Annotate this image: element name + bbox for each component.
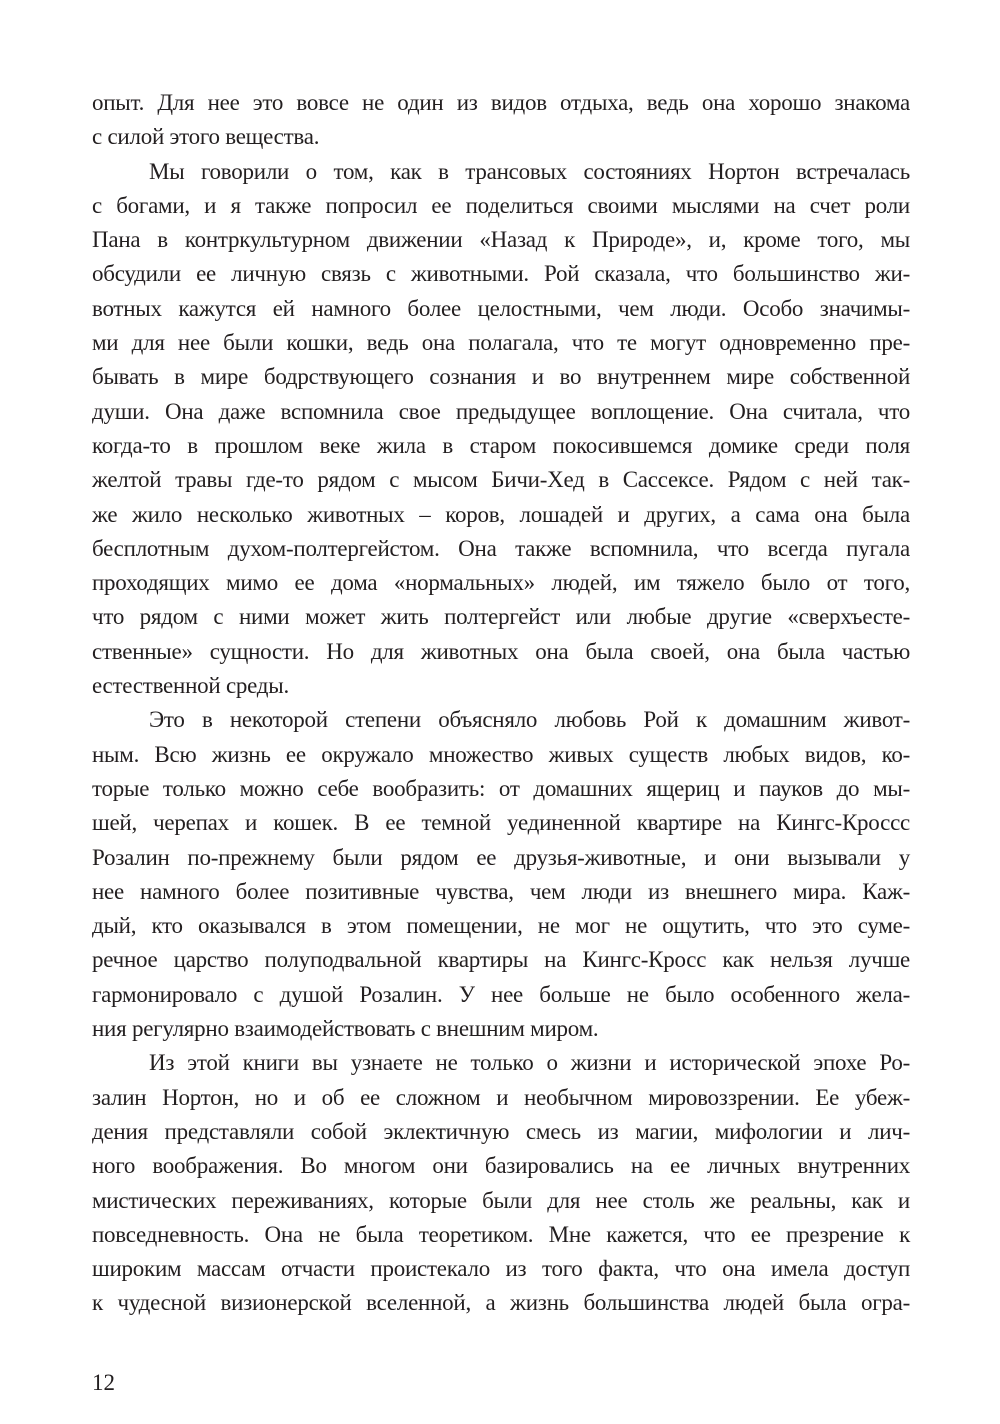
text-line: залин Нортон, но и об ее сложном и необычном мировоззрении. Ее убеж-	[92, 1084, 910, 1110]
text-line: ния регулярно взаимодействовать с внешним миром.	[92, 1016, 599, 1042]
text-line: проходящих мимо ее дома «нормальных» людей, им тяжело было от того,	[92, 570, 910, 596]
text-line: дения представляли собой эклектичную смесь из магии, мифологии и лич-	[92, 1118, 910, 1144]
text-line: вотных кажутся ей намного более целостными, чем люди. Особо значимы-	[92, 295, 910, 321]
paragraph	[92, 1046, 910, 1320]
text-line: с богами, и я также попросил ее поделиться своими мыслями на счет роли	[92, 192, 910, 218]
text-line: опыт. Для нее это вовсе не один из видов отдыха, ведь она хорошо знакома	[92, 90, 910, 115]
text-line: желтой травы где-то рядом с мысом Бичи-Хед в Сассексе. Рядом с ней так-	[92, 467, 910, 493]
text-line: естественной среды.	[92, 673, 289, 699]
paragraph	[92, 155, 910, 704]
text-line: Мы говорили о том, как в трансовых состояниях Нортон встречалась	[149, 158, 910, 184]
text-line: бесплотным духом-полтергейстом. Она также вспомнила, что всегда пугала	[92, 535, 910, 561]
text-line: с силой этого вещества.	[92, 124, 320, 150]
text-line: к чудесной визионерской вселенной, а жизнь большинства людей была огра-	[92, 1290, 910, 1316]
text-line: Это в некоторой степени объясняло любовь Рой к домашним живот-	[149, 707, 910, 733]
text-line: торые только можно себе вообразить: от домашних ящериц и пауков до мы-	[92, 775, 910, 801]
text-line: ственные» сущности. Но для животных она была своей, она была частью	[92, 638, 910, 664]
text-line: шей, черепах и кошек. В ее темной уединенной квартире на Кингс-Кроссс	[92, 810, 910, 836]
text-line: обсудили ее личную связь с животными. Рой сказала, что большинство жи-	[92, 261, 910, 287]
text-line: Из этой книги вы узнаете не только о жизни и исторической эпохе Ро-	[149, 1050, 910, 1076]
text-line: души. Она даже вспомнила свое предыдущее воплощение. Она считала, что	[92, 398, 910, 424]
text-line: нее намного более позитивные чувства, чем люди из внешнего мира. Каж-	[92, 878, 910, 904]
text-line: повседневность. Она не была теоретиком. Мне кажется, что ее презрение к	[92, 1221, 910, 1247]
page-body	[92, 86, 910, 1321]
text-line: ным. Всю жизнь ее окружало множество живых существ любых видов, ко-	[92, 741, 910, 767]
text-line: бывать в мире бодрствующего сознания и во внутреннем мире собственной	[92, 364, 910, 390]
text-line: ми для нее были кошки, ведь она полагала, что те могут одновременно пре-	[92, 330, 910, 356]
text-line: гармонировало с душой Розалин. У нее больше не было особенного жела-	[92, 981, 910, 1007]
text-line: же жило несколько животных – коров, лошадей и других, а сама она была	[92, 501, 910, 527]
text-line: когда-то в прошлом веке жила в старом покосившемся домике среди поля	[92, 432, 910, 458]
text-line: что рядом с ними может жить полтергейст или любые другие «сверхъесте-	[92, 604, 910, 630]
paragraph	[92, 703, 910, 1046]
text-line: мистических переживаниях, которые были для нее столь же реальны, как и	[92, 1187, 910, 1213]
text-line: широким массам отчасти проистекало из того факта, что она имела доступ	[92, 1256, 910, 1282]
page-number: 12	[92, 1370, 115, 1395]
text-line: Розалин по-прежнему были рядом ее друзья-животные, и они вызывали у	[92, 844, 910, 870]
text-line: Пана в контркультурном движении «Назад к Природе», и, кроме того, мы	[92, 227, 910, 253]
text-line: речное царство полуподвальной квартиры на Кингс-Кросс как нельзя лучше	[92, 947, 910, 973]
text-line: ного воображения. Во многом они базировались на ее личных внутренних	[92, 1153, 910, 1179]
text-line: дый, кто оказывался в этом помещении, не мог не ощутить, что это суме-	[92, 913, 910, 939]
paragraph	[92, 86, 910, 155]
